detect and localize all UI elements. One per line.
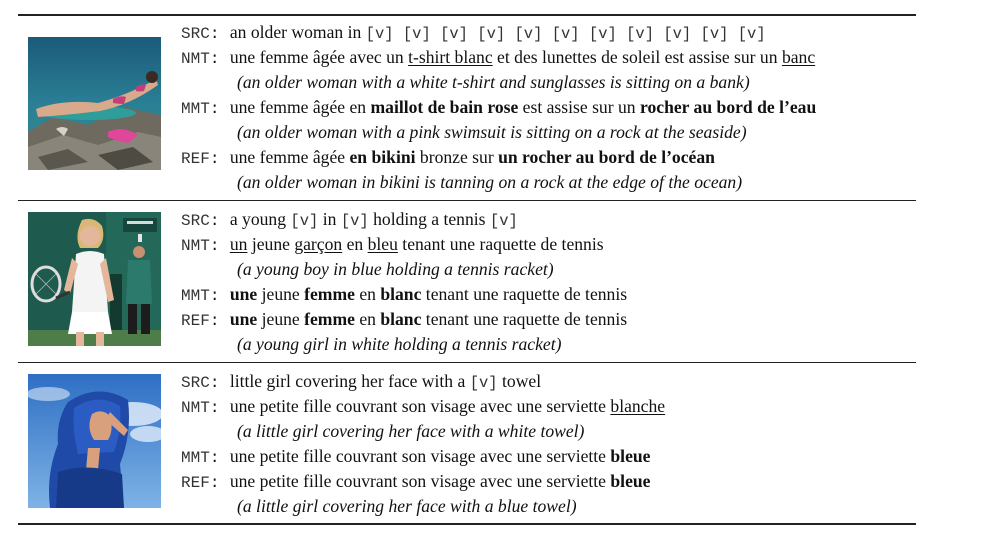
mmt-translation: (an older woman with a pink swimsuit is sitting on a rock at the seaside) xyxy=(237,122,747,142)
photo-girl-with-towel xyxy=(28,374,161,508)
nmt-label: NMT xyxy=(181,399,210,417)
ref-key-phrase: blanc xyxy=(380,309,422,329)
src-line: SRC: a young [v] in [v] holding a tennis [v] xyxy=(181,207,921,232)
mmt-line: MMT: une petite fille couvrant son visage avec une serviette bleue xyxy=(181,444,921,469)
mmt-line: MMT: une femme âgée en maillot de bain rose est assise sur un rocher au bord de l’eau xyxy=(181,95,921,120)
mmt-line: MMT: une jeune femme en blanc tenant une raquette de tennis xyxy=(181,282,921,307)
mmt-label: MMT xyxy=(181,449,210,467)
mmt-correct-phrase: maillot de bain rose xyxy=(370,97,519,117)
nmt-error-phrase: banc xyxy=(781,47,816,67)
ref-line: REF: une petite fille couvrant son visage avec une serviette bleue xyxy=(181,469,921,494)
mmt-label: MMT xyxy=(181,287,210,305)
src-placeholder: [v] xyxy=(290,212,319,230)
mmt-label: MMT xyxy=(181,100,210,118)
row-divider-1 xyxy=(18,200,916,201)
photo-older-woman xyxy=(28,37,161,170)
ref-key-phrase: une xyxy=(229,309,258,329)
nmt-error-phrase: t-shirt blanc xyxy=(408,47,493,67)
src-line: SRC: an older woman in [v] [v] [v] [v] [v] [v] [v] [v] [v] [v] [v] xyxy=(181,20,921,45)
nmt-error-phrase: bleu xyxy=(367,234,398,254)
nmt-line: NMT: un jeune garçon en bleu tenant une raquette de tennis xyxy=(181,232,921,257)
ref-line: REF: une jeune femme en blanc tenant une raquette de tennis xyxy=(181,307,921,332)
ref-translation: (an older woman in bikini is tanning on a rock at the edge of the ocean) xyxy=(237,172,743,192)
mmt-correct-phrase: bleue xyxy=(610,446,651,466)
example-block-1 xyxy=(181,20,921,195)
ref-label: REF xyxy=(181,150,210,168)
nmt-error-phrase: garçon xyxy=(294,234,343,254)
nmt-error-phrase: blanche xyxy=(610,396,666,416)
ref-key-phrase: en bikini xyxy=(349,147,416,167)
mmt-correct-phrase: rocher au bord de l’eau xyxy=(639,97,817,117)
src-label: SRC xyxy=(181,374,210,392)
mmt-correct-phrase: une xyxy=(229,284,258,304)
ref-translation: (a little girl covering her face with a blue towel) xyxy=(237,496,577,516)
table-bottom-rule xyxy=(18,523,916,525)
ref-key-phrase: femme xyxy=(304,309,355,329)
ref-translation: (a young girl in white holding a tennis racket) xyxy=(237,334,562,354)
src-label: SRC xyxy=(181,212,210,230)
row-divider-2 xyxy=(18,362,916,363)
nmt-line: NMT: une femme âgée avec un t-shirt blanc et des lunettes de soleil est assise sur un banc xyxy=(181,45,921,70)
ref-label: REF xyxy=(181,312,210,330)
src-label: SRC xyxy=(181,25,210,43)
nmt-translation: (an older woman with a white t-shirt and sunglasses is sitting on a bank) xyxy=(237,72,750,92)
src-placeholder: [v] xyxy=(340,212,369,230)
nmt-translation: (a young boy in blue holding a tennis racket) xyxy=(237,259,554,279)
nmt-line: NMT: une petite fille couvrant son visage avec une serviette blanche xyxy=(181,394,921,419)
nmt-error-phrase: un xyxy=(229,234,248,254)
ref-label: REF xyxy=(181,474,210,492)
example-block-2 xyxy=(181,207,921,357)
ref-key-phrase: un rocher au bord de l’océan xyxy=(498,147,715,167)
src-placeholder: [v] xyxy=(469,374,498,392)
src-line: SRC: little girl covering her face with a [v] towel xyxy=(181,369,921,394)
photo-tennis-player xyxy=(28,212,161,346)
mmt-correct-phrase: blanc xyxy=(380,284,422,304)
src-placeholders: [v] [v] [v] [v] [v] [v] [v] [v] [v] [v] [v] xyxy=(365,25,766,43)
src-text: an older woman in xyxy=(229,22,362,42)
table-top-rule xyxy=(18,14,916,16)
ref-key-phrase: bleue xyxy=(610,471,651,491)
src-placeholder: [v] xyxy=(489,212,518,230)
nmt-label: NMT xyxy=(181,237,210,255)
ref-line: REF: une femme âgée en bikini bronze sur un rocher au bord de l’océan xyxy=(181,145,921,170)
nmt-label: NMT xyxy=(181,50,210,68)
mmt-correct-phrase: femme xyxy=(304,284,355,304)
nmt-translation: (a little girl covering her face with a white towel) xyxy=(237,421,585,441)
example-block-3 xyxy=(181,369,921,519)
